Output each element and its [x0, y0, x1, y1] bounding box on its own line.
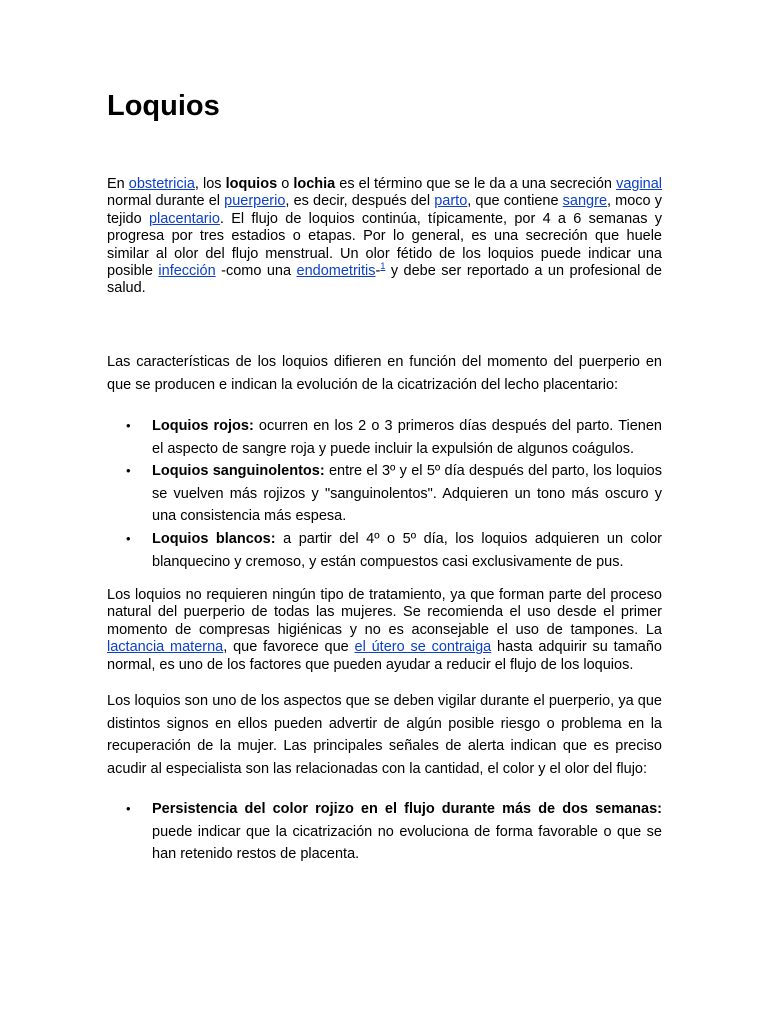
list-item-text: entre el 3º y el 5º día después del parto, los loquios se vuelven más rojizos y "sanguinolentos". Adquieren un tono más oscuro y una consistencia más espesa.: [152, 463, 662, 525]
list-item-text: a partir del 4º o 5º día, los loquios adquieren un color blanquecino y cremoso, y están compuestos casi exclusivamente de pus.: [152, 530, 662, 570]
list-item-term: Loquios sanguinolentos:: [152, 463, 325, 480]
lochia-types-list: [107, 415, 662, 573]
list-item: [107, 528, 662, 573]
link-endometritis[interactable]: endometritis: [296, 263, 376, 280]
intro-text: , moco y tejido: [107, 193, 662, 227]
intro-text: es el término que se le da a una secreción: [335, 176, 617, 192]
intro-text: . El flujo de loquios continúa, típicamente, por 4 a 6 semanas y progresa por tres estadios o etapas. Por lo general, es una secreción que huele similar al olor del flujo menstrual. Un olor fétido de los loquios puede indicar una posible: [107, 210, 662, 280]
intro-text: , es decir, después del: [285, 193, 435, 210]
list-item-term: Loquios rojos:: [152, 418, 254, 434]
characteristics-intro: Las características de los loquios difieren en función del momento del puerperio en que se producen e indican la evolución de la cicatrización del lecho placentario:: [107, 354, 662, 393]
treatment-text: hasta adquirir su tamaño normal, es uno de los factores que pueden ayudar a reducir el flujo de los loquios.: [107, 639, 662, 673]
link-obstetricia[interactable]: obstetricia: [128, 176, 195, 192]
link-placentario[interactable]: placentario: [148, 210, 220, 227]
intro-text: y debe ser reportado a un profesional de salud.: [107, 263, 662, 297]
link-vaginal[interactable]: vaginal: [616, 176, 663, 192]
list-item: [107, 798, 662, 866]
intro-paragraph: [107, 176, 662, 298]
list-item: [107, 460, 662, 528]
link-lactancia-materna[interactable]: lactancia materna: [107, 639, 224, 656]
term-lochia: lochia: [293, 176, 336, 192]
treatment-text: , que favorece que: [223, 639, 355, 656]
list-item-term: Persistencia del color rojizo en el flujo durante más de dos semanas:: [152, 801, 662, 817]
intro-text: o: [277, 176, 294, 192]
link-sangre[interactable]: sangre: [562, 193, 608, 210]
intro-text: , los: [194, 176, 226, 192]
alerts-intro: Los loquios son uno de los aspectos que se deben vigilar durante el puerperio, ya que distintos signos en ellos pueden advertir de algún posible riesgo o problema en la recuperación de la mujer. Las principales señales de alerta indican que es preciso acudir al especialista son las relacionadas con la cantidad, el color y el olor del flujo:: [107, 693, 662, 777]
intro-text: -: [375, 263, 381, 280]
alert-signs-list: [107, 798, 662, 866]
treatment-paragraph: [107, 587, 662, 674]
intro-text: , que contiene: [467, 193, 563, 210]
reference-link[interactable]: 1: [380, 261, 386, 272]
link-infeccion[interactable]: infección: [158, 263, 216, 280]
intro-text: En: [107, 176, 129, 192]
list-item: [107, 415, 662, 460]
treatment-text: Los loquios no requieren ningún tipo de tratamiento, ya que forman parte del proceso natural del puerperio de todas las mujeres. Se recomienda el uso desde el primer momento de compresas higiénicas y no es aconsejable el uso de tampones. La: [107, 587, 662, 638]
term-loquios: loquios: [225, 176, 278, 192]
link-puerperio[interactable]: puerperio: [224, 193, 286, 210]
page-title: Loquios: [107, 90, 220, 122]
list-item-text: ocurren en los 2 o 3 primeros días después del parto. Tienen el aspecto de sangre roja y puede incluir la expulsión de algunos coágulos.: [152, 418, 662, 457]
list-item-text: puede indicar que la cicatrización no evoluciona de forma favorable o que se han retenido restos de placenta.: [152, 823, 662, 863]
link-utero-contraiga[interactable]: el útero se contraiga: [354, 639, 492, 656]
intro-text: normal durante el: [107, 193, 225, 210]
link-parto[interactable]: parto: [434, 193, 468, 210]
intro-text: -como una: [215, 263, 297, 280]
list-item-term: Loquios blancos:: [152, 530, 276, 547]
